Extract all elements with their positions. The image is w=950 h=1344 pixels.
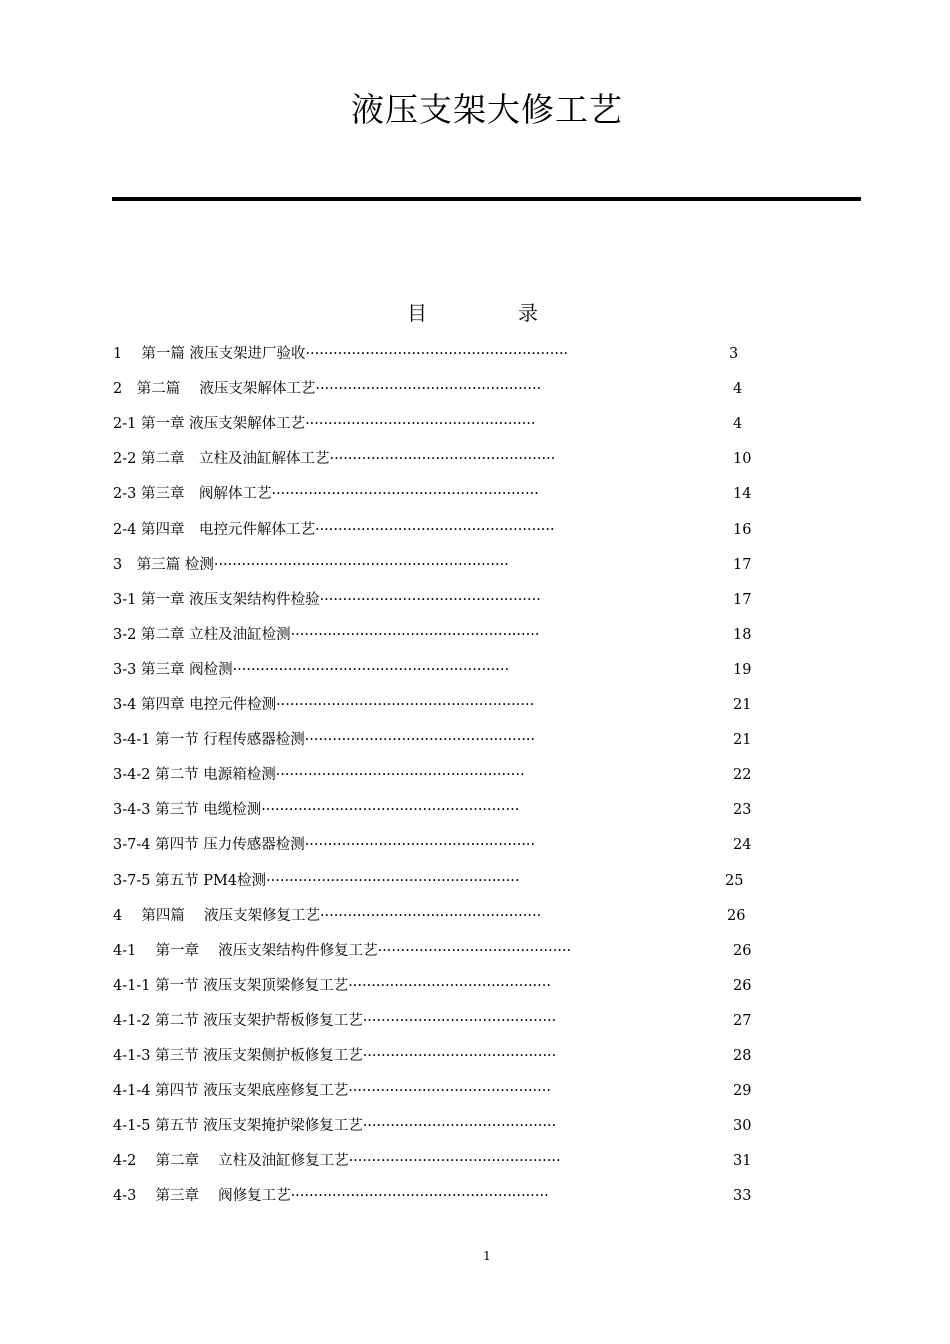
toc-entry-page: 29 <box>733 1083 752 1100</box>
toc-entry-page: 30 <box>733 1118 752 1135</box>
toc-entry-page: 21 <box>733 697 752 713</box>
toc-entry-text: 2-3 第三章 阀解体工艺·························································· <box>113 486 539 503</box>
toc-entry-text: 3-3 第三章 阀检测···························································· <box>113 661 510 678</box>
toc-entry[interactable] <box>113 341 833 367</box>
page-number: 1 <box>483 1249 491 1263</box>
toc-entry-page: 17 <box>733 591 752 608</box>
toc-entry-page: 25 <box>725 872 744 889</box>
toc-entry-page: 26 <box>727 907 746 924</box>
toc-entry-text: 4-1-3 第三节 液压支架侧护板修复工艺·········································· <box>113 1048 557 1064</box>
toc-entry-text: 3-4-1 第一节 行程传感器检测·················································· <box>113 732 536 749</box>
toc-entry-page: 21 <box>733 732 752 749</box>
toc-entry[interactable] <box>113 832 833 858</box>
toc-entry[interactable] <box>113 376 833 402</box>
toc-entry-page: 14 <box>733 486 752 503</box>
toc-entry-page: 4 <box>733 381 743 398</box>
toc-entry[interactable] <box>113 446 833 472</box>
toc-entry[interactable] <box>113 1008 833 1034</box>
toc-entry-page: 28 <box>733 1048 752 1064</box>
toc-entry-text: 2-1 第一章 液压支架解体工艺·················································· <box>113 416 536 433</box>
toc-entry-text: 3-7-4 第四节 压力传感器检测·················································· <box>113 837 536 854</box>
title-divider <box>112 197 861 201</box>
toc-entry-text: 4-3 第三章 阀修复工艺························································ <box>113 1188 549 1205</box>
toc-heading-left: 目 <box>407 301 427 325</box>
toc-entry-page: 31 <box>733 1153 752 1170</box>
toc-entry[interactable] <box>113 762 833 788</box>
toc-entry-text: 3-4-2 第二节 电源箱检测······················································ <box>113 767 525 784</box>
toc-entry[interactable] <box>113 622 833 648</box>
toc-entry-text: 4 第四篇 液压支架修复工艺················································ <box>113 907 542 924</box>
toc-heading-right: 录 <box>518 301 538 325</box>
toc-entry-text: 2-2 第二章 立柱及油缸解体工艺················································· <box>113 451 556 468</box>
toc-entry-page: 22 <box>733 767 752 784</box>
toc-entry-page: 24 <box>733 837 752 854</box>
toc-entry-text: 2 第二篇 液压支架解体工艺················································· <box>113 381 542 398</box>
toc-entry[interactable] <box>113 517 833 543</box>
toc-entry[interactable] <box>113 973 833 999</box>
toc-entry[interactable] <box>113 727 833 753</box>
toc-entry[interactable] <box>113 1043 833 1069</box>
toc-entry-text: 3-4 第四章 电控元件检测························································ <box>113 697 535 713</box>
toc-entry-page: 3 <box>729 346 739 362</box>
toc-entry-text: 3-4-3 第三节 电缆检测························································ <box>113 802 520 819</box>
toc-entry[interactable] <box>113 938 833 964</box>
toc-entry-text: 3-1 第一章 液压支架结构件检验················································ <box>113 591 541 608</box>
toc-entry-text: 3-7-5 第五节 PM4检测······················································· <box>113 872 520 889</box>
toc-entry-text: 1 第一篇 液压支架进厂验收························································· <box>113 346 569 362</box>
toc-entry-text: 4-1 第一章 液压支架结构件修复工艺·········································· <box>113 942 572 959</box>
toc-entry-page: 10 <box>733 451 752 468</box>
toc-entry[interactable] <box>113 657 833 683</box>
toc-entry-text: 4-1-4 第四节 液压支架底座修复工艺············································ <box>113 1083 551 1100</box>
toc-entry[interactable] <box>113 868 833 894</box>
toc-entry-text: 4-1-1 第一节 液压支架顶梁修复工艺············································ <box>113 977 551 994</box>
toc-entry[interactable] <box>113 1078 833 1104</box>
toc-entry-text: 3-2 第二章 立柱及油缸检测······················································ <box>113 626 540 643</box>
toc-entry[interactable] <box>113 481 833 507</box>
toc-entry-page: 19 <box>733 661 752 678</box>
toc-entry[interactable] <box>113 1148 833 1174</box>
document-title: 液压支架大修工艺 <box>351 90 623 129</box>
toc-entry-page: 4 <box>733 416 743 433</box>
toc-entry-page: 33 <box>733 1188 752 1205</box>
toc-heading <box>0 297 950 329</box>
toc-entry-page: 26 <box>733 942 752 959</box>
toc-entry-text: 4-1-5 第五节 液压支架掩护梁修复工艺·········································· <box>113 1118 557 1135</box>
toc-entry[interactable] <box>113 1183 833 1209</box>
toc-entry-text: 4-2 第二章 立柱及油缸修复工艺·············································· <box>113 1153 561 1170</box>
toc-entry-page: 26 <box>733 977 752 994</box>
toc-entry[interactable] <box>113 1113 833 1139</box>
toc-entry[interactable] <box>113 903 833 929</box>
toc-entry-page: 23 <box>733 802 752 819</box>
toc-entry[interactable] <box>113 587 833 613</box>
toc-entry-text: 4-1-2 第二节 液压支架护帮板修复工艺·········································· <box>113 1012 557 1029</box>
toc-entry-page: 16 <box>733 521 752 538</box>
toc-entry-page: 18 <box>733 626 752 643</box>
toc-entry[interactable] <box>113 692 833 718</box>
toc-entry[interactable] <box>113 411 833 437</box>
toc-entry-text: 3 第三篇 检测································································ <box>113 556 509 573</box>
toc-entry[interactable] <box>113 552 833 578</box>
toc-entry-text: 2-4 第四章 电控元件解体工艺···················································· <box>113 521 555 538</box>
toc-entry-page: 27 <box>733 1012 752 1029</box>
toc-entry[interactable] <box>113 797 833 823</box>
toc-entry-page: 17 <box>733 556 752 573</box>
